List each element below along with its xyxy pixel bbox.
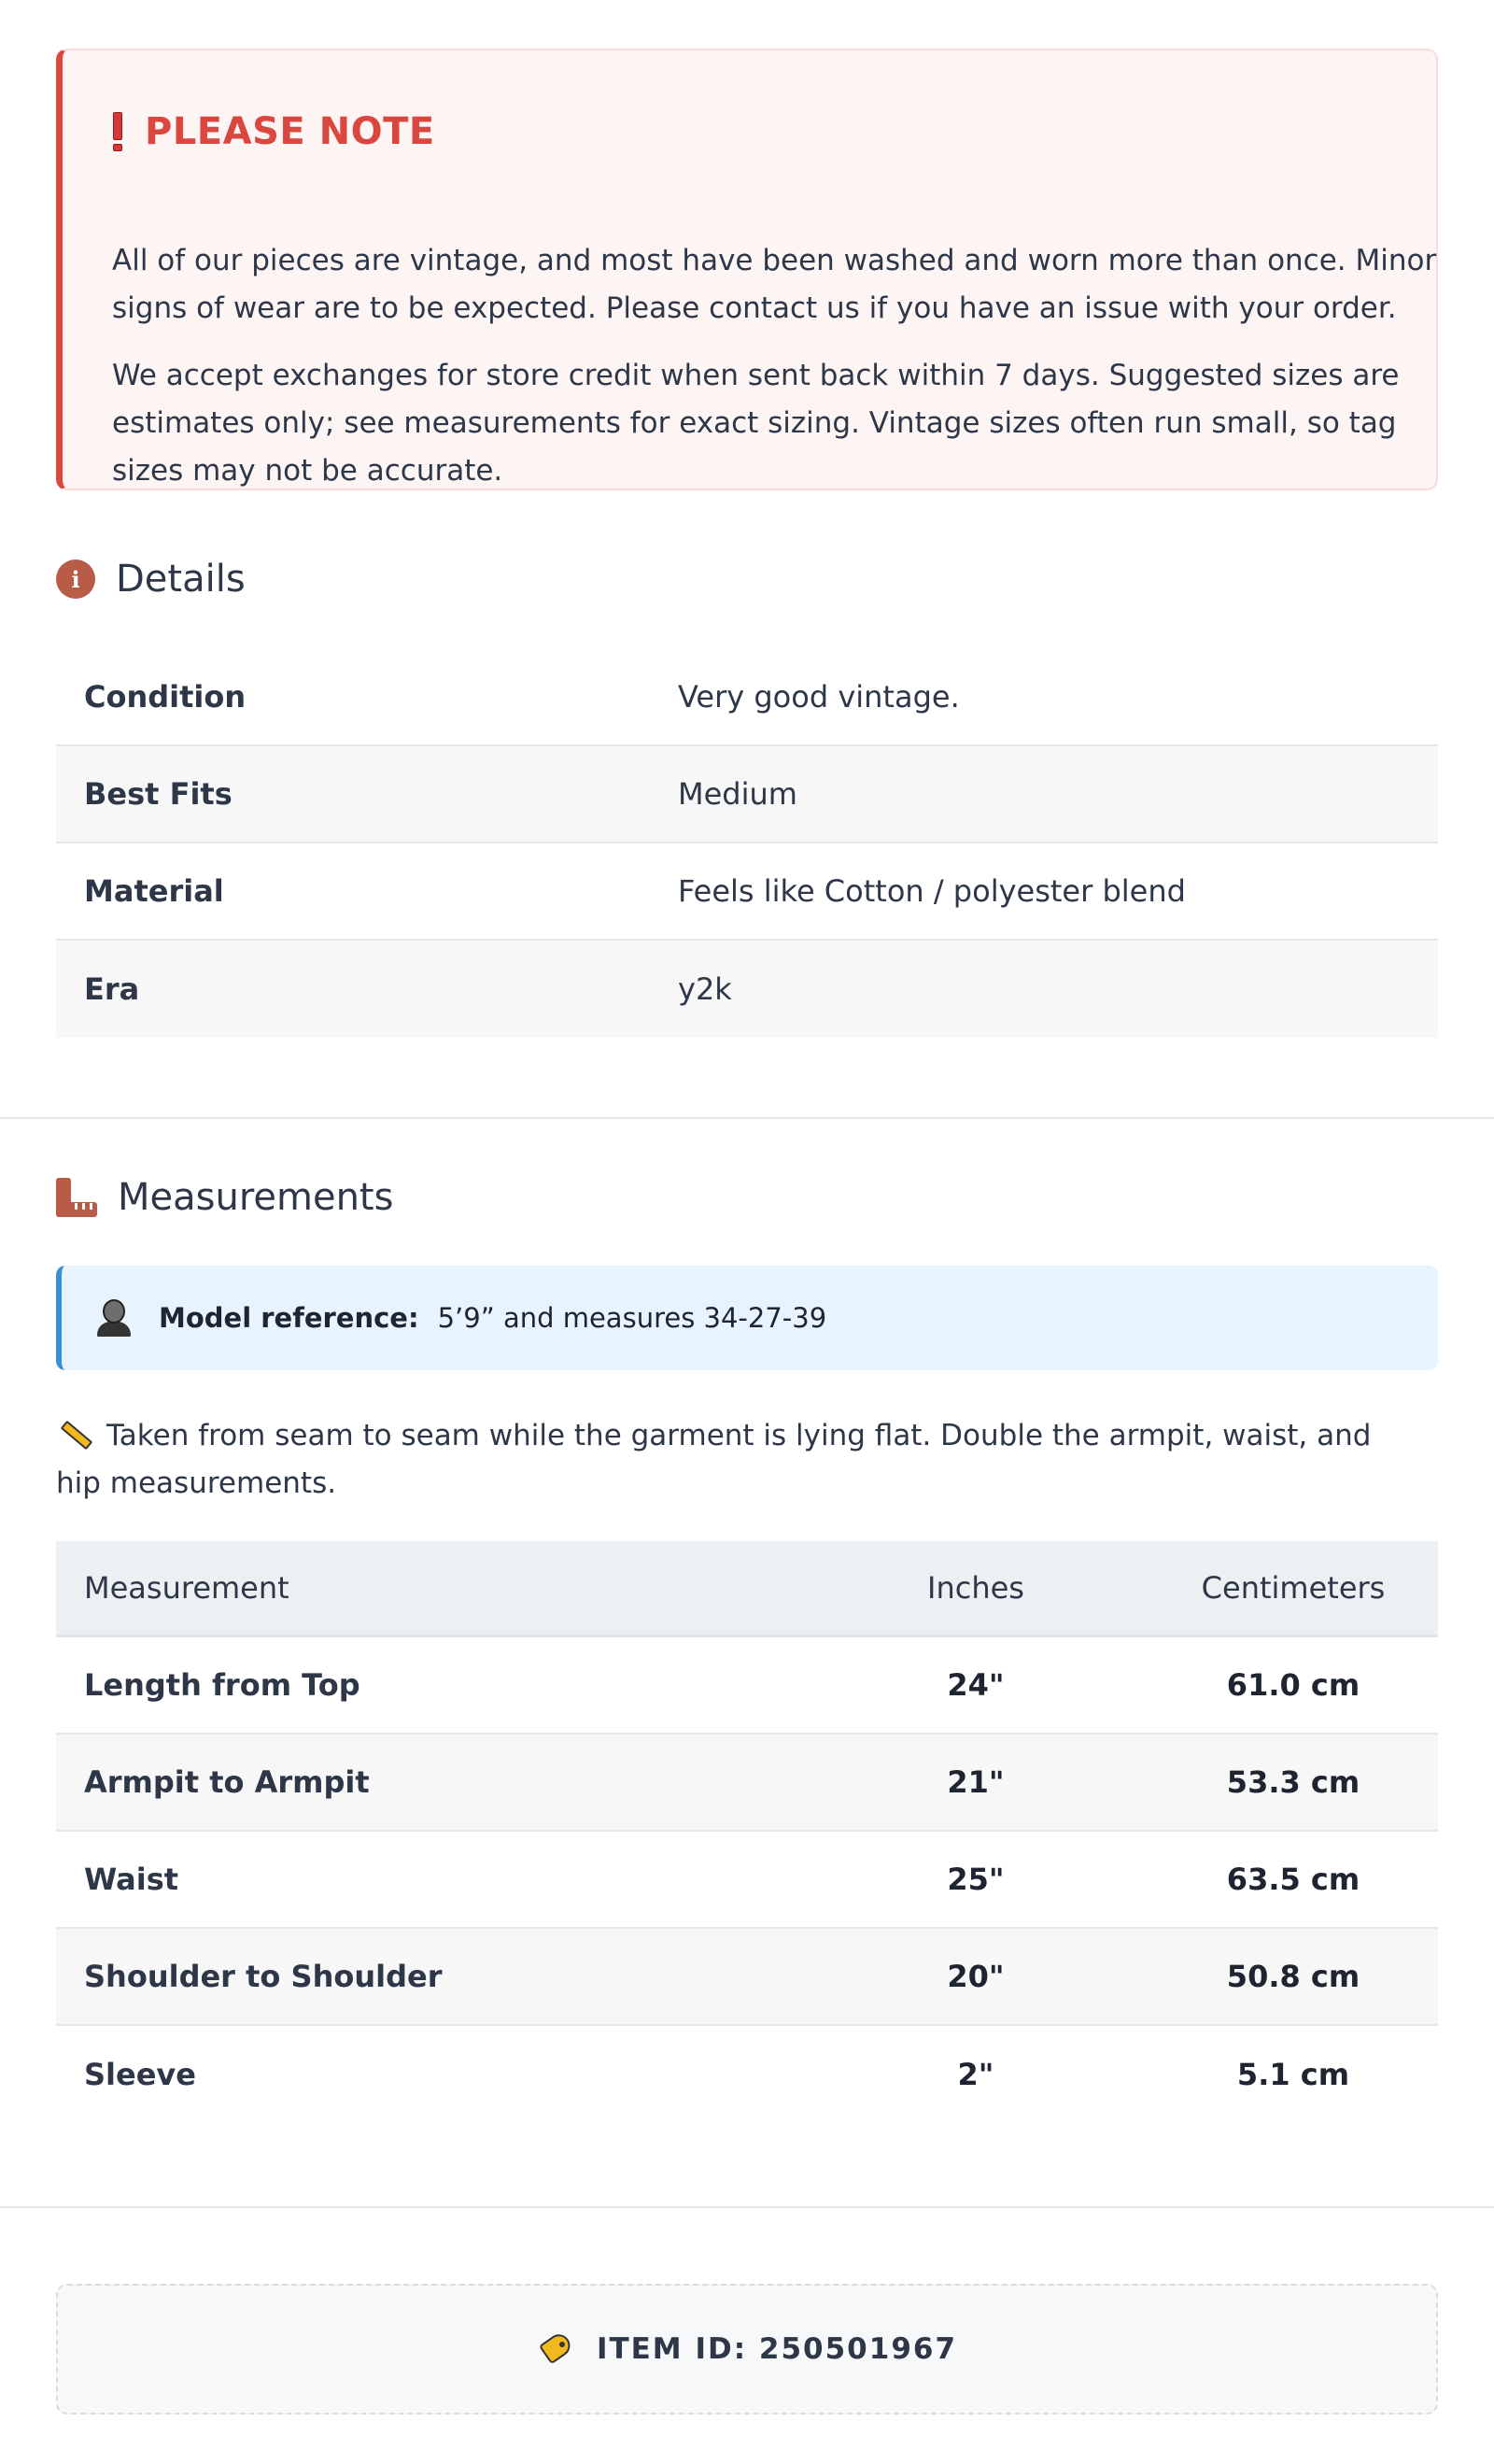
details-row (56, 746, 1438, 843)
measurement-name: Waist (84, 1862, 179, 1897)
note-header (111, 108, 435, 155)
measurement-cm: 63.5 cm (1226, 1862, 1360, 1897)
details-title: Details (116, 558, 246, 601)
table-row (56, 1832, 1438, 1929)
measurement-inches: 24" (947, 1667, 1005, 1703)
table-row (56, 1735, 1438, 1832)
details-table (56, 649, 1438, 1038)
model-reference-value: 5’9” and measures 34-27-39 (437, 1302, 827, 1334)
note-title: PLEASE NOTE (145, 110, 435, 153)
measurement-name: Armpit to Armpit (84, 1764, 370, 1800)
measurement-name: Shoulder to Shoulder (84, 1959, 443, 1994)
measurements-header (56, 1176, 393, 1219)
pencil-icon (56, 1423, 95, 1445)
column-header-centimeters: Centimeters (1201, 1570, 1386, 1606)
model-reference-label: Model reference: (159, 1302, 419, 1334)
section-divider (0, 2206, 1494, 2208)
info-icon: i (56, 559, 95, 599)
measurement-inches: 2" (957, 2057, 994, 2092)
table-header (56, 1541, 1438, 1637)
seam-note (56, 1412, 1382, 1508)
table-row (56, 1637, 1438, 1735)
measurement-cm: 53.3 cm (1226, 1764, 1360, 1800)
note-paragraph-vintage: All of our pieces are vintage, and most have been washed and worn more than once. Minor signs of wear are to be expected. Please contact us if you have an issue with your order. (112, 244, 1437, 325)
exclamation-icon (111, 112, 124, 151)
person-icon (97, 1299, 131, 1337)
measurement-inches: 21" (947, 1764, 1005, 1800)
measurement-inches: 20" (947, 1959, 1005, 1994)
ruler-icon (56, 1178, 97, 1217)
details-label: Material (84, 873, 224, 909)
column-header-inches: Inches (927, 1570, 1024, 1606)
item-id-text: ITEM ID: 250501967 (596, 2332, 958, 2366)
table-row (56, 2026, 1438, 2123)
details-label: Best Fits (84, 776, 233, 812)
measurements-table (56, 1541, 1438, 2123)
details-value: Very good vintage. (678, 679, 960, 715)
measurement-cm: 61.0 cm (1226, 1667, 1360, 1703)
seam-note-text: Taken from seam to seam while the garment is lying flat. Double the armpit, waist, and hip measurements. (56, 1419, 1372, 1500)
measurement-cm: 50.8 cm (1226, 1959, 1360, 1994)
note-paragraph-exchanges: We accept exchanges for store credit when sent back within 7 days. Suggested sizes are estimates only; see measurements for exact sizing. Vintage sizes often run small, so tag sizes may not be accurate. (112, 359, 1400, 488)
measurement-cm: 5.1 cm (1236, 2057, 1350, 2092)
item-id-box (56, 2284, 1438, 2414)
details-value: Medium (678, 776, 797, 812)
measurement-inches: 25" (947, 1862, 1005, 1897)
details-row (56, 941, 1438, 1038)
measurements-title: Measurements (118, 1176, 394, 1219)
details-row (56, 649, 1438, 746)
details-label: Condition (84, 679, 247, 715)
measurement-name: Length from Top (84, 1667, 360, 1703)
please-note-box (56, 49, 1438, 490)
model-reference-banner (56, 1266, 1438, 1370)
measurement-name: Sleeve (84, 2057, 196, 2092)
tag-icon (537, 2330, 576, 2368)
details-label: Era (84, 971, 140, 1007)
details-header (56, 558, 246, 601)
column-header-measurement: Measurement (84, 1570, 289, 1606)
table-row (56, 1929, 1438, 2026)
section-divider (0, 1117, 1494, 1119)
details-value: y2k (678, 971, 732, 1007)
details-value: Feels like Cotton / polyester blend (678, 873, 1186, 909)
details-row (56, 843, 1438, 941)
